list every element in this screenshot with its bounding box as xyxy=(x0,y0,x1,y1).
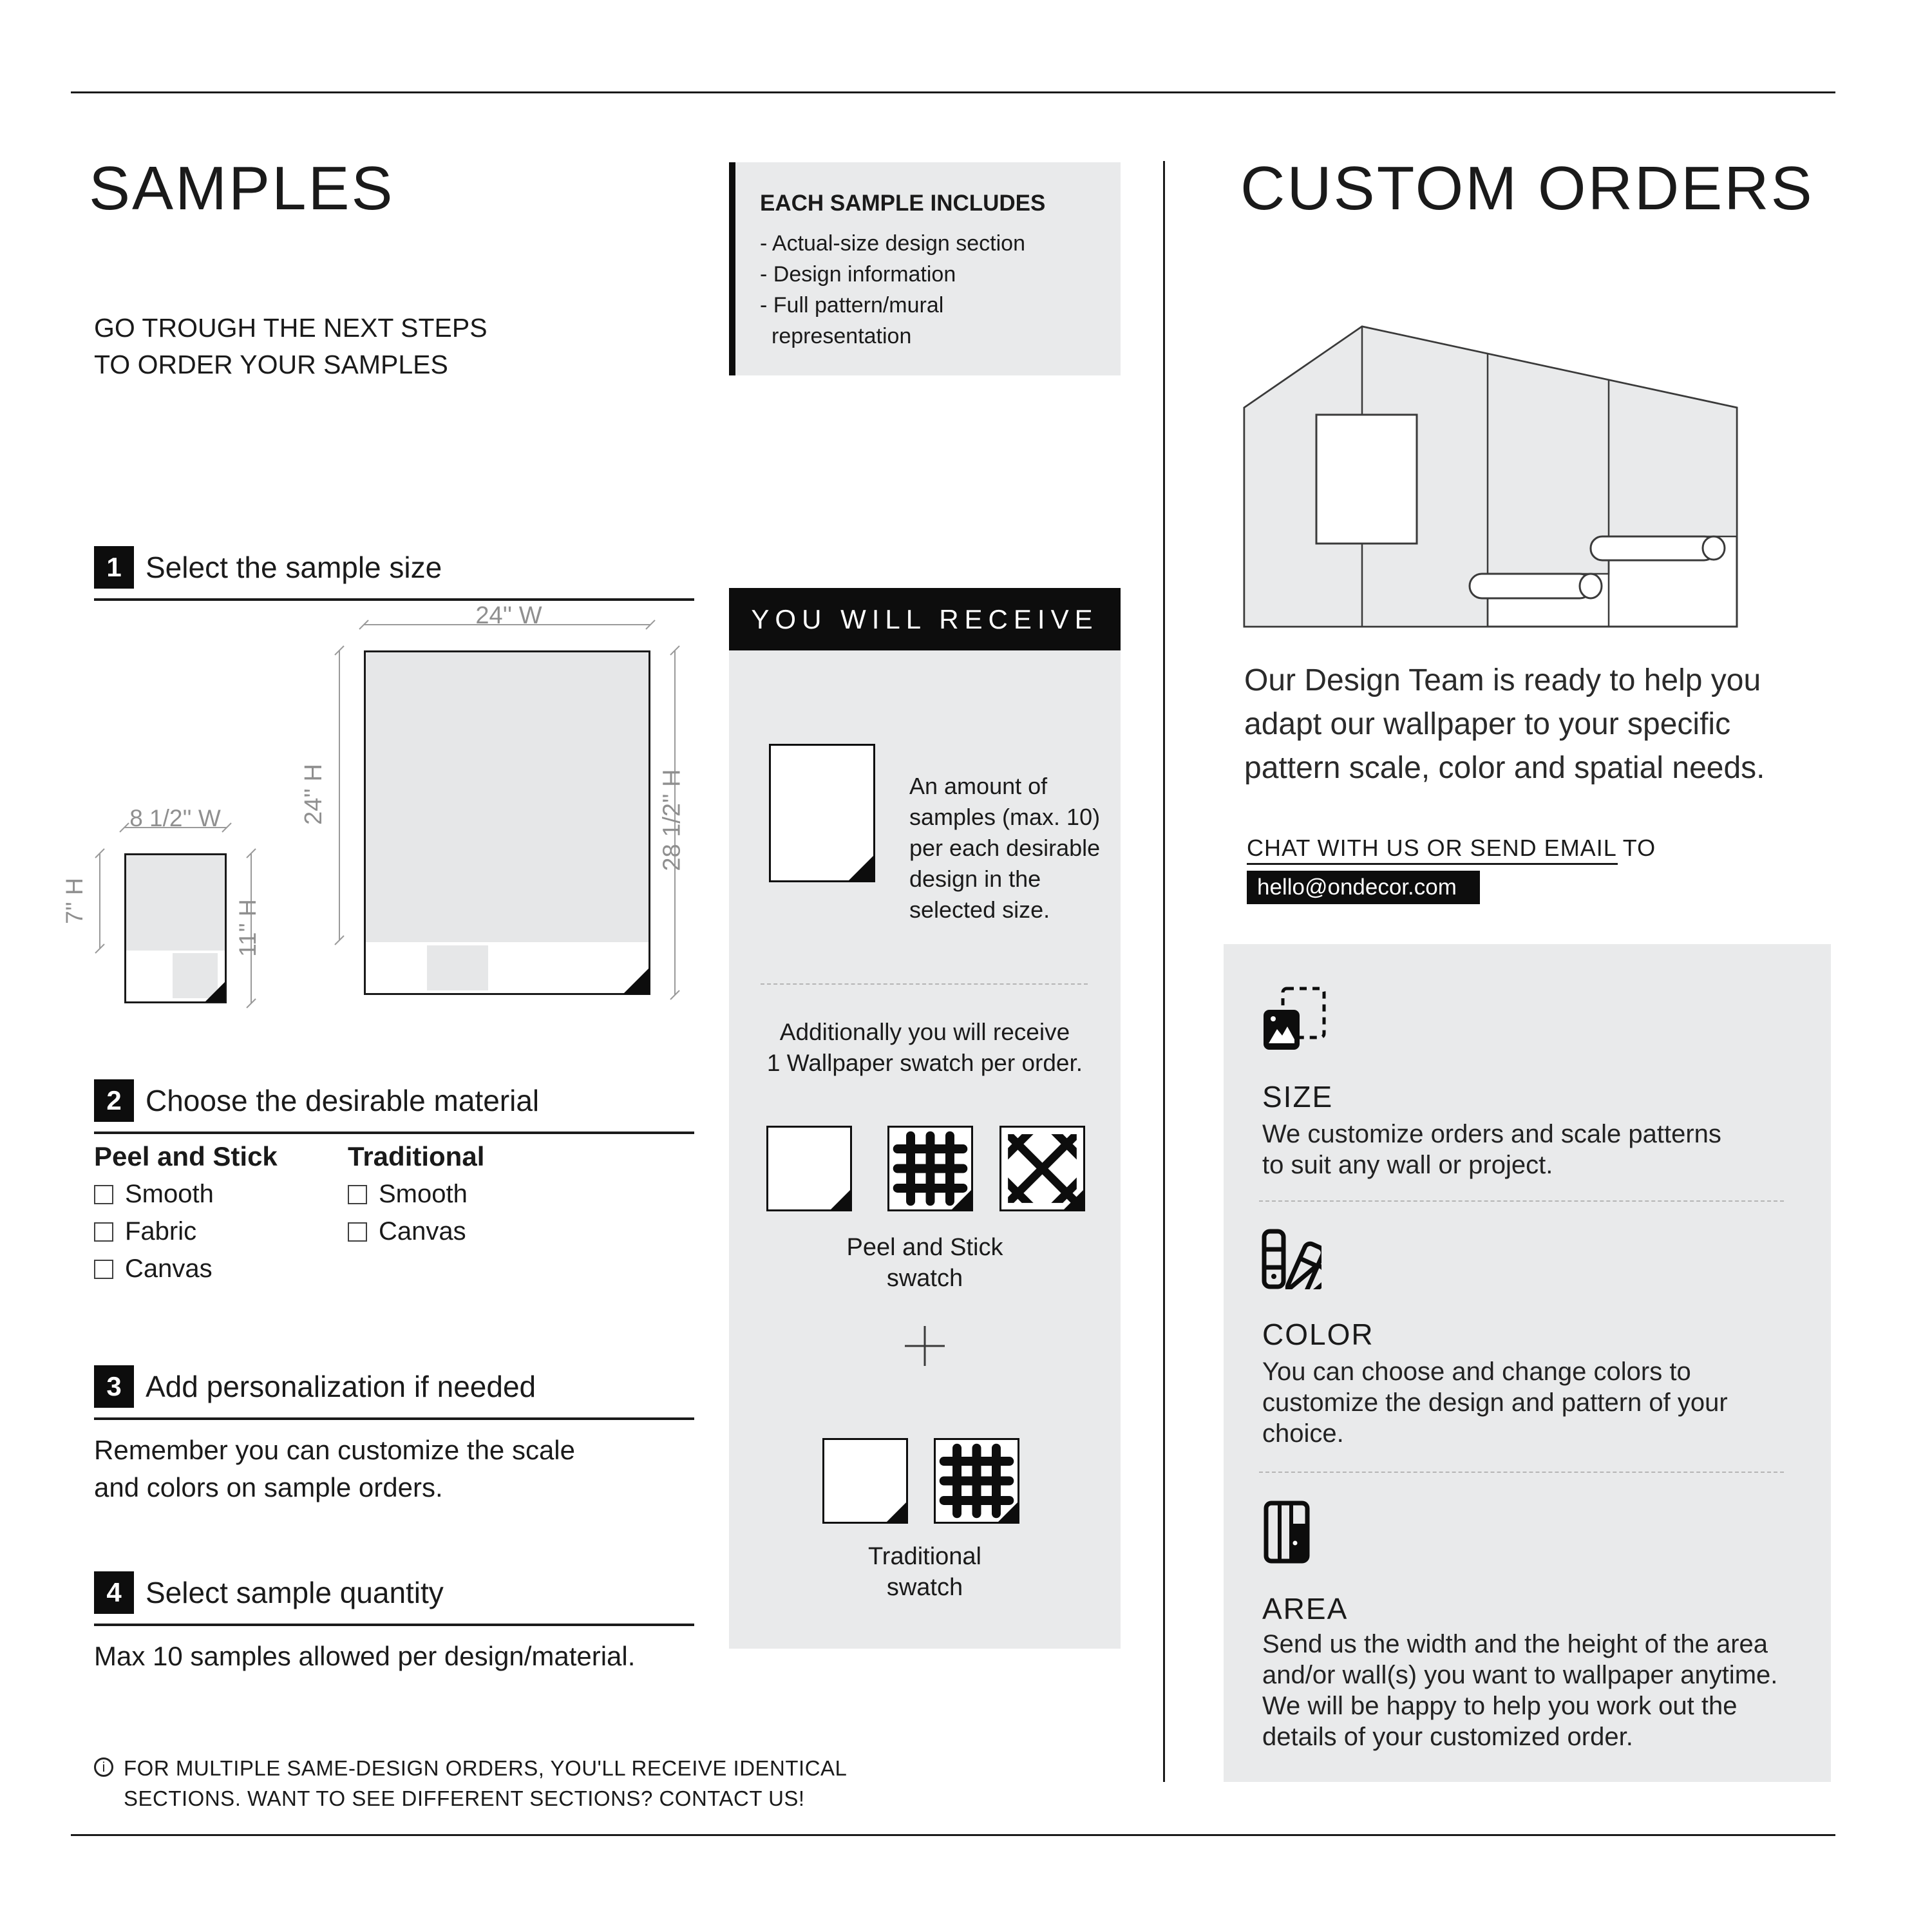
feature-name: AREA xyxy=(1262,1592,1349,1625)
small-sample-left-height-label: 7'' H xyxy=(61,878,88,924)
peel-swatch-label-line1: Peel and Stick xyxy=(846,1234,1003,1261)
column-divider xyxy=(1163,161,1165,1782)
swatch-corner-fold xyxy=(830,1189,851,1210)
top-rule xyxy=(71,91,1835,93)
swatch-corner-fold xyxy=(951,1189,972,1210)
step1-number: 1 xyxy=(94,546,134,589)
receive-divider xyxy=(761,983,1088,985)
material-option-row xyxy=(348,1180,468,1209)
checkbox-peel-smooth[interactable] xyxy=(94,1185,113,1204)
samples-intro-line2: TO ORDER YOUR SAMPLES xyxy=(94,350,448,379)
includes-item: - Design information xyxy=(760,262,956,287)
material-option-row xyxy=(348,1217,466,1246)
large-sample-corner-fold xyxy=(623,967,650,994)
feature-line: to suit any wall or project. xyxy=(1262,1151,1553,1179)
includes-item: - Full pattern/mural representation xyxy=(760,293,944,348)
step3-number: 3 xyxy=(94,1365,134,1408)
banner-label: YOU WILL RECEIVE xyxy=(751,603,1099,634)
custom-orders-title: CUSTOM ORDERS xyxy=(1240,154,1814,223)
amount-text-line: An amount of xyxy=(909,773,1048,799)
traditional-swatch-label-line2: swatch xyxy=(886,1574,963,1601)
includes-item: - Actual-size design section xyxy=(760,231,1025,256)
each-sample-includes-box xyxy=(729,162,1121,375)
samples-title: SAMPLES xyxy=(89,154,395,223)
additional-line2: 1 Wallpaper swatch per order. xyxy=(766,1050,1083,1076)
small-sample-right-height-label: 11'' H xyxy=(234,899,261,957)
step3-body-line1: Remember you can customize the scale xyxy=(94,1435,575,1465)
samples-intro-line1: GO TROUGH THE NEXT STEPS xyxy=(94,313,488,343)
step2-underline xyxy=(94,1132,694,1134)
feature-name: COLOR xyxy=(1262,1318,1374,1351)
material-option-label: Smooth xyxy=(379,1180,468,1208)
features-divider xyxy=(1259,1200,1784,1202)
includes-title: EACH SAMPLE INCLUDES xyxy=(760,191,1046,216)
wallpapered-room-illustration xyxy=(1243,325,1739,628)
peel-swatch-label-line2: swatch xyxy=(886,1265,963,1292)
wall-area-icon xyxy=(1264,1501,1310,1564)
email-address[interactable]: hello@ondecor.com xyxy=(1257,875,1457,900)
color-swatches-icon xyxy=(1261,1229,1321,1289)
bottom-rule xyxy=(71,1834,1835,1836)
swatch-corner-fold xyxy=(1063,1189,1084,1210)
step3-underline xyxy=(94,1417,694,1420)
large-sample-left-height-label: 24'' H xyxy=(299,764,327,825)
swatch-grid xyxy=(887,1126,973,1211)
material-option-label: Canvas xyxy=(379,1217,466,1245)
feature-name: SIZE xyxy=(1262,1080,1334,1113)
feature-line: customize the design and pattern of your xyxy=(1262,1388,1728,1417)
small-sample-diagram xyxy=(124,853,227,1003)
you-will-receive-banner xyxy=(729,588,1121,650)
step4-underline xyxy=(94,1624,694,1626)
peel-and-stick-header: Peel and Stick xyxy=(94,1141,278,1171)
checkbox-traditional-smooth[interactable] xyxy=(348,1185,367,1204)
swatch-corner-fold xyxy=(998,1502,1018,1522)
large-sample-gray-area xyxy=(366,652,649,942)
material-option-row xyxy=(94,1180,214,1209)
large-sample-design-section xyxy=(427,945,488,990)
additional-line1: Additionally you will receive xyxy=(779,1019,1070,1045)
material-option-label: Fabric xyxy=(125,1217,197,1245)
large-sample-width-label: 24'' W xyxy=(475,602,542,629)
chat-underline xyxy=(1247,863,1618,865)
traditional-swatch-label-line1: Traditional xyxy=(867,1543,981,1570)
step3-body-line2: and colors on sample orders. xyxy=(94,1472,443,1502)
amount-text-line: design in the xyxy=(909,866,1041,892)
amount-text-line: selected size. xyxy=(909,896,1050,923)
small-sample-gray-area xyxy=(126,855,225,951)
note-line2: SECTIONS. WANT TO SEE DIFFERENT SECTIONS? CONTACT US! xyxy=(124,1786,805,1810)
feature-line: We will be happy to help you work out the xyxy=(1262,1692,1738,1720)
step2-title: Choose the desirable material xyxy=(146,1084,540,1117)
amount-text-line: per each desirable xyxy=(909,835,1101,861)
feature-line: You can choose and change colors to xyxy=(1262,1358,1691,1386)
step4-title: Select sample quantity xyxy=(146,1576,444,1609)
swatch-grid xyxy=(934,1438,1019,1524)
small-sample-corner-fold xyxy=(205,981,225,1002)
email-badge[interactable] xyxy=(1247,871,1480,904)
step4-number: 4 xyxy=(94,1571,134,1614)
step2-number: 2 xyxy=(94,1079,134,1122)
traditional-header: Traditional xyxy=(348,1141,485,1171)
feature-line: and/or wall(s) you want to wallpaper anytime. xyxy=(1262,1661,1778,1689)
feature-line: We customize orders and scale patterns xyxy=(1262,1120,1721,1148)
material-option-label: Canvas xyxy=(125,1255,213,1283)
step3-title: Add personalization if needed xyxy=(146,1370,536,1403)
swatch-corner-fold xyxy=(886,1502,907,1522)
material-option-row xyxy=(94,1217,196,1246)
checkbox-peel-canvas[interactable] xyxy=(94,1260,113,1279)
step4-body-line1: Max 10 samples allowed per design/material. xyxy=(94,1641,636,1671)
step1-underline xyxy=(94,598,694,601)
features-divider xyxy=(1259,1472,1784,1473)
size-icon xyxy=(1262,987,1327,1051)
page-corner-fold xyxy=(848,855,875,882)
checkbox-traditional-canvas[interactable] xyxy=(348,1222,367,1242)
material-option-label: Smooth xyxy=(125,1180,214,1208)
info-icon: i xyxy=(94,1757,113,1777)
step1-title: Select the sample size xyxy=(146,551,442,584)
swatch-plain xyxy=(766,1126,852,1211)
note-line1: FOR MULTIPLE SAME-DESIGN ORDERS, YOU'LL RECEIVE IDENTICAL xyxy=(124,1756,848,1780)
includes-left-bar xyxy=(729,162,735,375)
large-sample-diagram xyxy=(364,650,650,995)
small-sample-width-label: 8 1/2'' W xyxy=(129,805,221,831)
checkbox-peel-fabric[interactable] xyxy=(94,1222,113,1242)
plus-icon xyxy=(902,1323,947,1368)
chat-with-us-label: CHAT WITH US OR SEND EMAIL TO xyxy=(1247,835,1656,861)
large-sample-right-height-label: 28 1/2'' H xyxy=(658,769,686,871)
material-option-row xyxy=(94,1255,213,1283)
door-cutout xyxy=(1316,415,1417,544)
design-team-paragraph-line: Our Design Team is ready to help you xyxy=(1244,663,1761,697)
design-team-paragraph-line: adapt our wallpaper to your specific xyxy=(1244,707,1731,741)
feature-line: choice. xyxy=(1262,1419,1344,1448)
swatch-plain xyxy=(822,1438,908,1524)
design-team-paragraph-line: pattern scale, color and spatial needs. xyxy=(1244,751,1765,785)
feature-line: Send us the width and the height of the area xyxy=(1262,1630,1768,1658)
amount-text-line: samples (max. 10) xyxy=(909,804,1101,830)
feature-line: details of your customized order. xyxy=(1262,1723,1633,1751)
sample-page-icon xyxy=(769,744,875,882)
swatch-crosshatch xyxy=(999,1126,1085,1211)
